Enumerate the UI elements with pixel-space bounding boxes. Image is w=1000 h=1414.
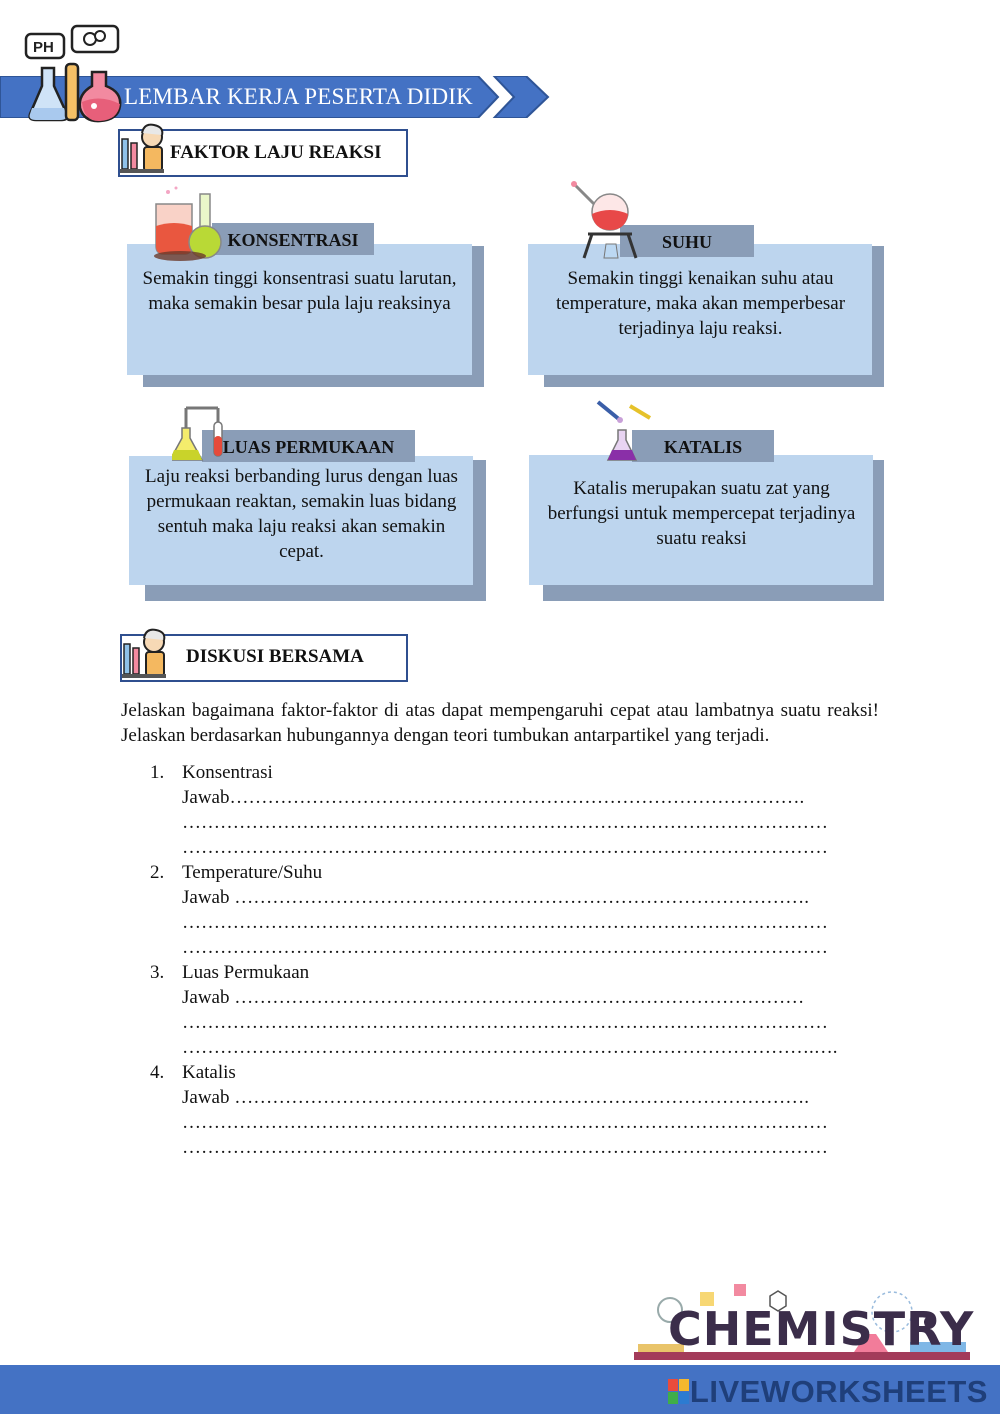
answer-line[interactable]: …………………………………………………………………………………………: [182, 1012, 828, 1033]
section-header-discussion: [120, 634, 408, 682]
question-item: [150, 1060, 870, 1160]
answer-line[interactable]: …………………………………………………………………………………………: [182, 837, 828, 858]
answer-line[interactable]: Jawab ………………………………………………………………………………: [182, 987, 805, 1008]
question-number: 1.: [150, 762, 165, 783]
live-badge-icon: [668, 1379, 690, 1405]
answer-line[interactable]: ……………………………………………………………………………………….….: [182, 1037, 838, 1058]
dropper-flask-icon: [596, 396, 652, 464]
card-text: Laju reaksi berbanding lurus dengan luas permukaan reaktan, semakin luas bidang sentuh maka laju reaksi akan semakin cepat.: [145, 466, 458, 562]
distillation-icon: [172, 402, 228, 464]
liveworksheets-brand: LIVEWORKSHEETS: [689, 1374, 988, 1409]
question-number: 2.: [150, 862, 165, 883]
card-title: LUAS PERMUKAAN: [202, 430, 415, 462]
card-text: Semakin tinggi konsentrasi suatu larutan, maka semakin besar pula laju reaksinya: [142, 268, 457, 314]
answer-line[interactable]: Jawab……………………………………………………………………………….: [182, 787, 805, 808]
card-text: Katalis merupakan suatu zat yang berfungsi untuk mempercepat terjadinya suatu reaksi: [547, 478, 856, 549]
card-text: Semakin tinggi kenaikan suhu atau temperature, maka akan memperbesar terjadinya laju reaksi.: [555, 268, 846, 339]
question-label: Katalis: [182, 1062, 236, 1083]
question-list: [150, 760, 870, 1160]
lab-equipment-icon: [22, 24, 126, 124]
card-title: KATALIS: [632, 430, 774, 462]
ph-label: PH: [33, 39, 54, 56]
question-item: [150, 760, 870, 860]
chemistry-wordmark: CHEMISTRY: [668, 1302, 975, 1356]
card-title: KONSENTRASI: [212, 223, 374, 255]
question-item: [150, 860, 870, 960]
discussion-intro: Jelaskan bagaimana faktor-faktor di atas dapat mempengaruhi cepat atau lambatnya suatu reaksi! Jelaskan berdasarkan hubungannya dengan teori tumbukan antarpartikel yang terjadi.: [121, 700, 879, 746]
card-title: SUHU: [620, 225, 754, 257]
heated-flask-icon: [568, 178, 640, 260]
question-label: Konsentrasi: [182, 762, 273, 783]
answer-line[interactable]: …………………………………………………………………………………………: [182, 1137, 828, 1158]
answer-line[interactable]: …………………………………………………………………………………………: [182, 812, 828, 833]
scientist-icon: [120, 628, 174, 684]
page-title: LEMBAR KERJA PESERTA DIDIK: [124, 84, 473, 109]
section-title-factors: FAKTOR LAJU REAKSI: [170, 142, 382, 163]
answer-line[interactable]: …………………………………………………………………………………………: [182, 937, 828, 958]
question-number: 4.: [150, 1062, 165, 1083]
question-label: Temperature/Suhu: [182, 862, 323, 883]
section-title-discussion: DISKUSI BERSAMA: [186, 646, 364, 667]
beaker-flask-icon: [152, 186, 226, 262]
question-number: 3.: [150, 962, 165, 983]
answer-line[interactable]: Jawab ……………………………………………………………………………….: [182, 887, 809, 908]
answer-line[interactable]: …………………………………………………………………………………………: [182, 1112, 828, 1133]
question-label: Luas Permukaan: [182, 962, 310, 983]
answer-line[interactable]: …………………………………………………………………………………………: [182, 912, 828, 933]
liveworksheets-logo[interactable]: [668, 1374, 988, 1410]
scientist-icon: [118, 123, 172, 179]
answer-line[interactable]: Jawab ……………………………………………………………………………….: [182, 1087, 809, 1108]
question-item: [150, 960, 870, 1060]
section-header-factors: [118, 129, 408, 177]
